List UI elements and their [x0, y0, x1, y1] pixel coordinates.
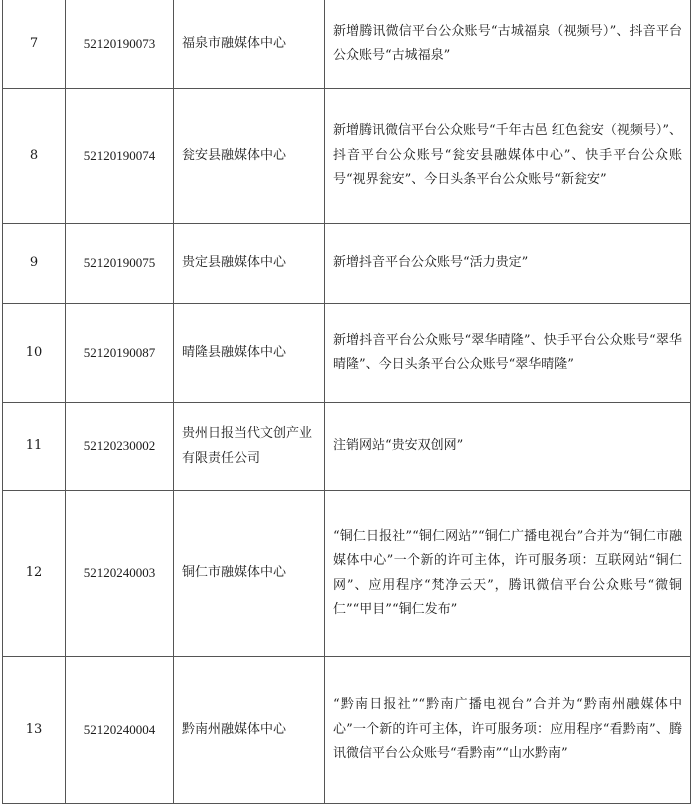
- entity-name: 福泉市融媒体中心: [174, 0, 325, 89]
- license-change-table: [2, 0, 691, 804]
- license-code: 52120190087: [66, 304, 174, 403]
- change-description: 新增抖音平台公众账号“翠华晴隆”、快手平台公众账号“翠华晴隆”、今日头条平台公众账号“翠华晴隆”: [325, 304, 691, 403]
- table-row: [3, 89, 691, 224]
- row-number: 11: [3, 403, 66, 491]
- entity-name: 瓮安县融媒体中心: [174, 89, 325, 224]
- entity-name: 黔南州融媒体中心: [174, 657, 325, 804]
- table-row: [3, 0, 691, 89]
- change-description: 注销网站“贵安双创网”: [325, 403, 691, 491]
- change-description: 新增抖音平台公众账号“活力贵定”: [325, 224, 691, 304]
- change-description: 新增腾讯微信平台公众账号“千年古邑 红色瓮安（视频号）”、抖音平台公众账号“瓮安县融媒体中心”、快手平台公众账号“视界瓮安”、今日头条平台公众账号“新瓮安”: [325, 89, 691, 224]
- table-row: [3, 491, 691, 657]
- row-number: 12: [3, 491, 66, 657]
- entity-name: 贵定县融媒体中心: [174, 224, 325, 304]
- license-code: 52120240004: [66, 657, 174, 804]
- table-row: [3, 224, 691, 304]
- entity-name: 贵州日报当代文创产业有限责任公司: [174, 403, 325, 491]
- license-code: 52120190075: [66, 224, 174, 304]
- row-number: 9: [3, 224, 66, 304]
- row-number: 8: [3, 89, 66, 224]
- license-code: 52120230002: [66, 403, 174, 491]
- change-description: 新增腾讯微信平台公众账号“古城福泉（视频号）”、抖音平台公众账号“古城福泉”: [325, 0, 691, 89]
- change-description: “黔南日报社”“黔南广播电视台”合并为“黔南州融媒体中心”一个新的许可主体，许可服务项：应用程序“看黔南”、腾讯微信平台公众账号“看黔南”“山水黔南”: [325, 657, 691, 804]
- entity-name: 铜仁市融媒体中心: [174, 491, 325, 657]
- license-code: 52120190074: [66, 89, 174, 224]
- change-description: “铜仁日报社”“铜仁网站”“铜仁广播电视台”合并为“铜仁市融媒体中心”一个新的许可主体，许可服务项：互联网站“铜仁网”、应用程序“梵净云天”，腾讯微信平台公众账号“微铜仁”“甲目”“铜仁发布”: [325, 491, 691, 657]
- row-number: 10: [3, 304, 66, 403]
- license-code: 52120190073: [66, 0, 174, 89]
- table-row: [3, 304, 691, 403]
- table-row: [3, 657, 691, 804]
- table-row: [3, 403, 691, 491]
- row-number: 13: [3, 657, 66, 804]
- license-code: 52120240003: [66, 491, 174, 657]
- entity-name: 晴隆县融媒体中心: [174, 304, 325, 403]
- row-number: 7: [3, 0, 66, 89]
